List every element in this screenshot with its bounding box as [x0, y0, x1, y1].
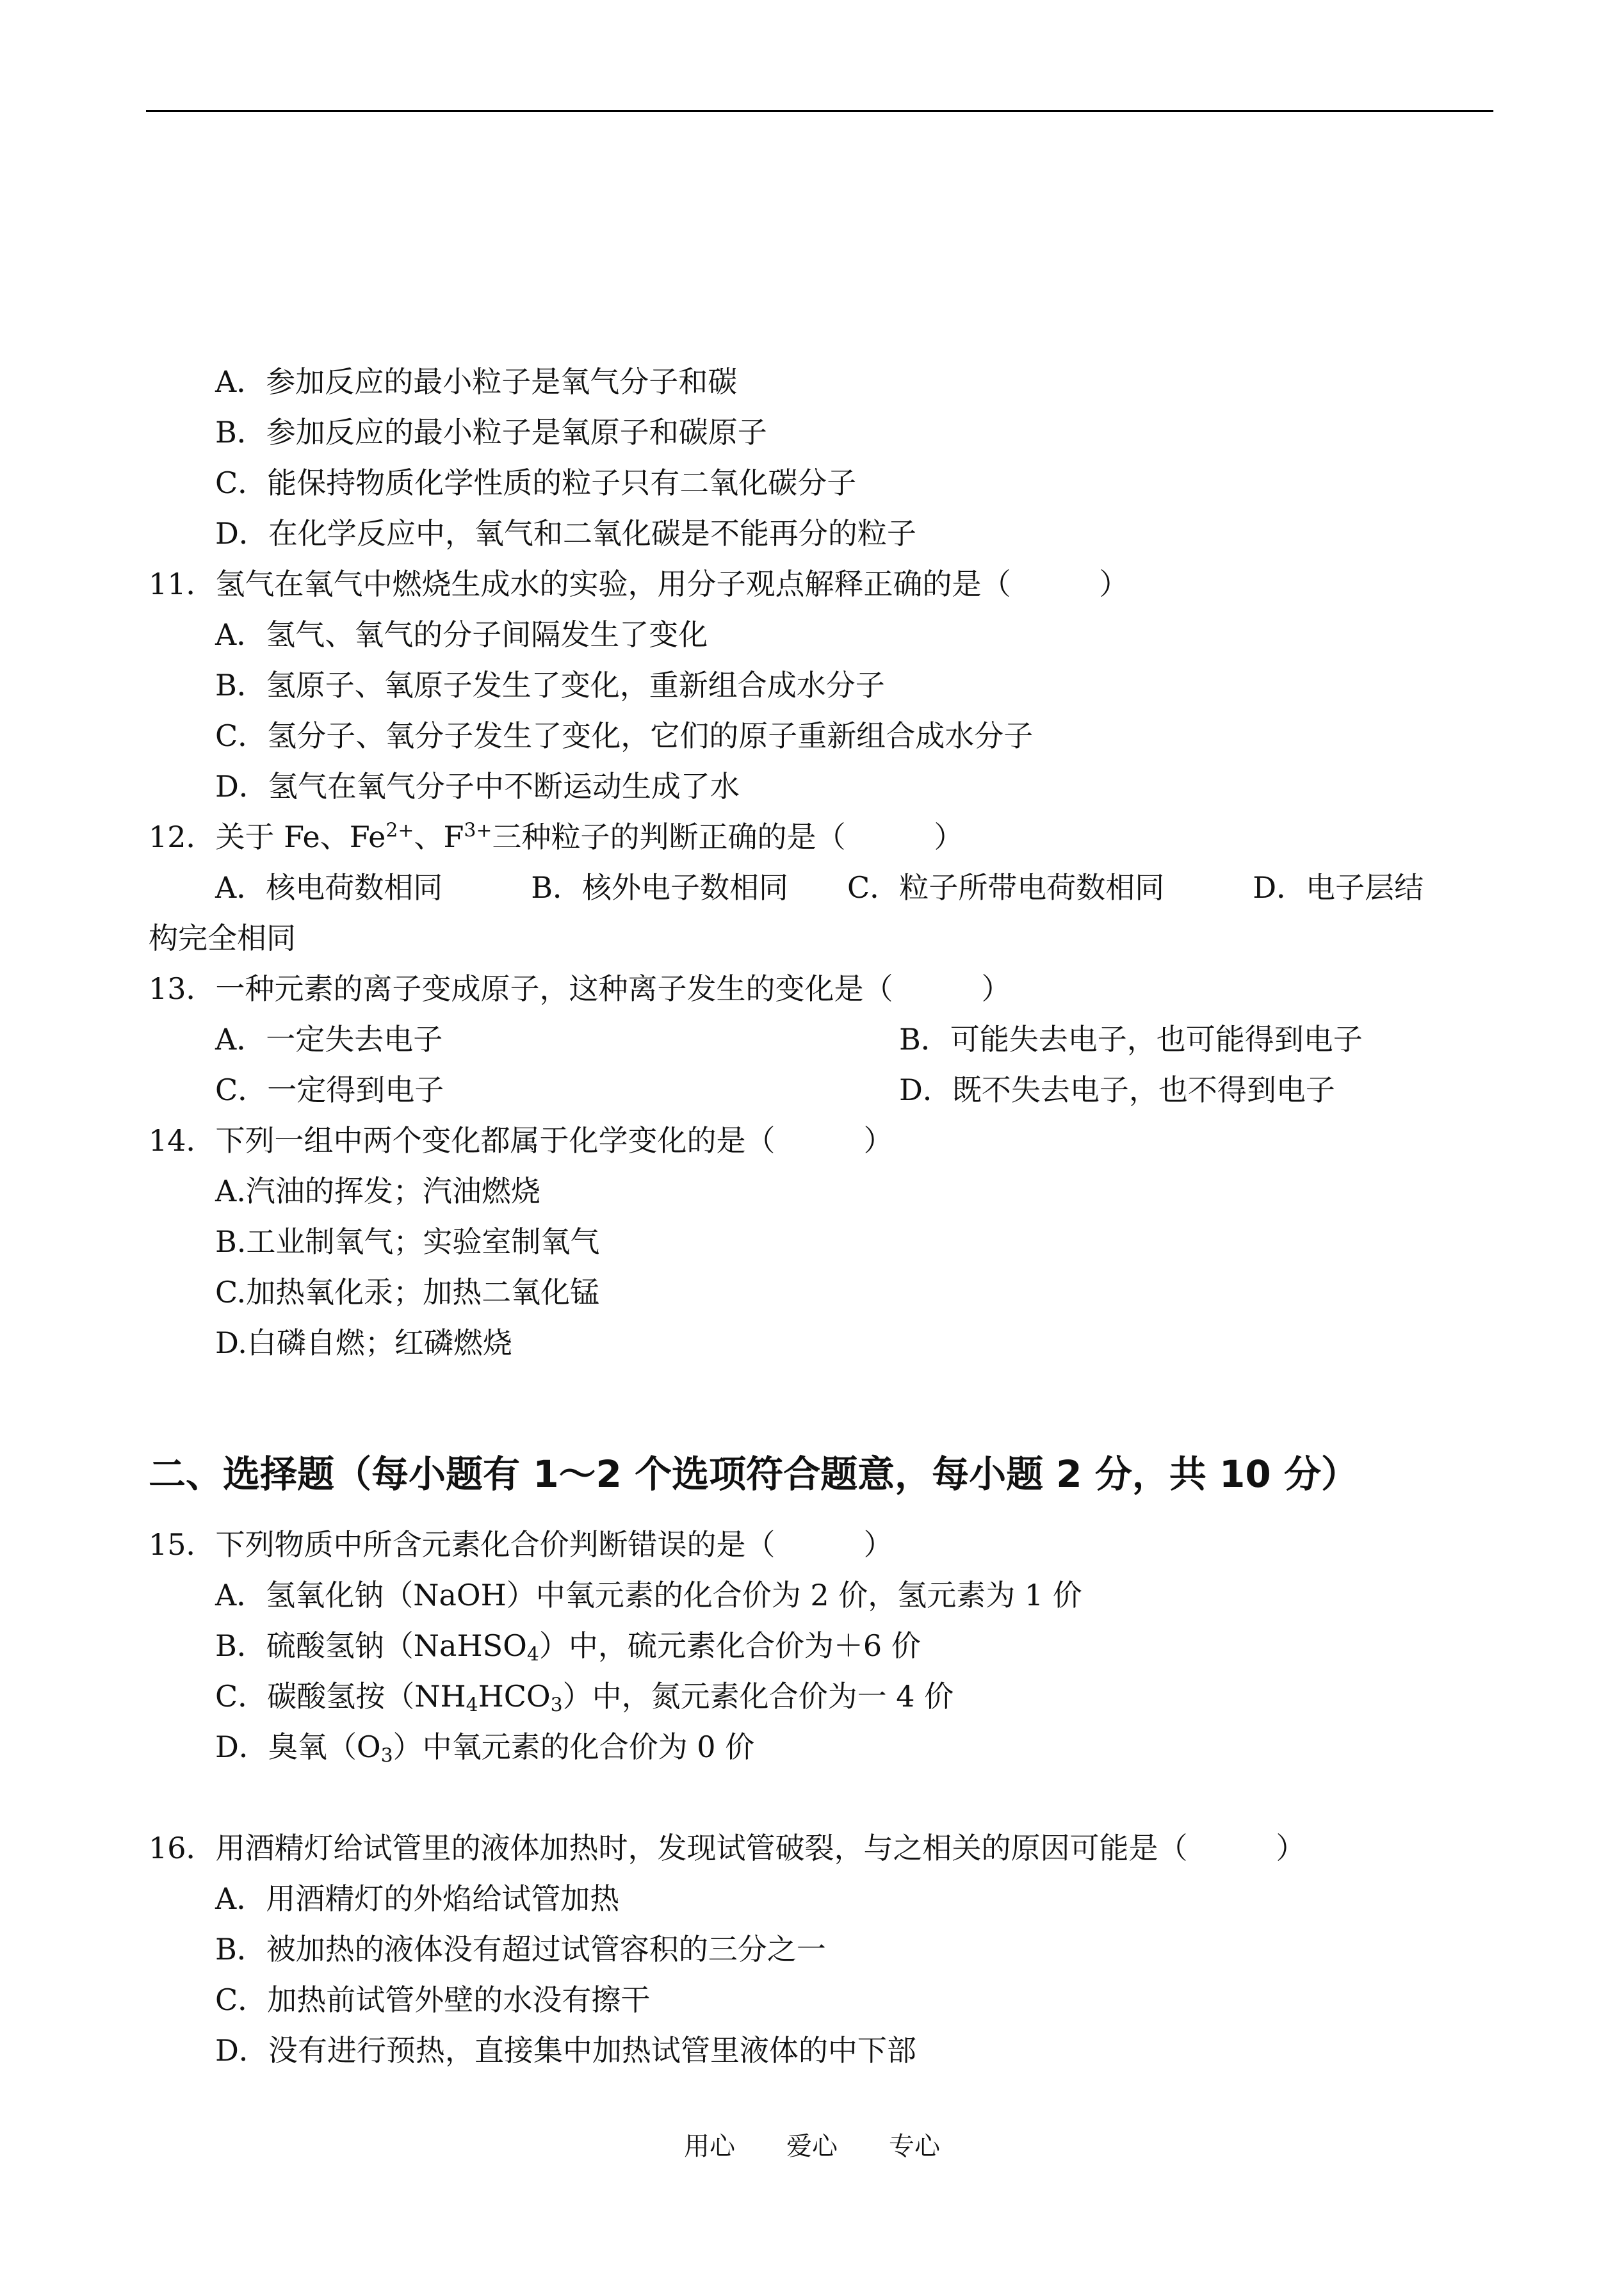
q15-option-b-pre: B．硫酸氢钠（NaHSO: [215, 1628, 527, 1663]
q15-option-b-sub: 4: [526, 1643, 539, 1666]
q10-option-b: B．参加反应的最小粒子是氧原子和碳原子: [215, 415, 767, 450]
q14-option-c: C.加热氧化汞；加热二氧化锰: [215, 1275, 600, 1310]
q16-option-b: B．被加热的液体没有超过试管容积的三分之一: [215, 1932, 826, 1967]
header-rule: [146, 110, 1493, 112]
q12-charge-f: 3+: [464, 819, 492, 842]
q15-option-d-post: ）中氧元素的化合价为 0 价: [393, 1730, 755, 1764]
q11-option-a: A．氢气、氧气的分子间隔发生了变化: [215, 617, 708, 652]
q15-option-d-sub: 3: [380, 1744, 393, 1767]
q10-option-c: C．能保持物质化学性质的粒子只有二氧化碳分子: [215, 466, 857, 500]
q12-stem-suffix: 三种粒子的判断正确的是（ ）: [492, 820, 964, 854]
q12-stem-prefix: 12．关于 Fe、Fe: [149, 820, 386, 854]
q13-option-d: D．既不失去电子，也不得到电子: [899, 1073, 1335, 1107]
q15-option-c-pre: C．碳酸氢按（NH: [215, 1679, 466, 1714]
q10-option-a: A．参加反应的最小粒子是氧气分子和碳: [215, 364, 738, 399]
q15-option-d-pre: D．臭氧（O: [215, 1730, 381, 1764]
q13-option-a: A．一定失去电子: [215, 1022, 443, 1057]
q10-option-d: D．在化学反应中，氧气和二氧化碳是不能再分的粒子: [215, 516, 916, 551]
q12-options-wrap: 构完全相同: [149, 921, 296, 955]
q13-option-c: C．一定得到电子: [215, 1073, 444, 1107]
q11-option-d: D．氢气在氧气分子中不断运动生成了水: [215, 769, 740, 804]
q11-option-c: C．氢分子、氧分子发生了变化，它们的原子重新组合成水分子: [215, 718, 1034, 753]
q16-option-c: C．加热前试管外壁的水没有擦干: [215, 1983, 651, 2017]
q15-stem: 15．下列物质中所含元素化合价判断错误的是（ ）: [149, 1527, 893, 1562]
q12-options: A．核电荷数相同 B．核外电子数相同 C．粒子所带电荷数相同 D．电子层结: [215, 870, 1424, 905]
q15-option-b-post: ）中，硫元素化合价为＋6 价: [539, 1628, 921, 1663]
q15-option-a: A．氢氧化钠（NaOH）中氧元素的化合价为 2 价，氢元素为 1 价: [215, 1578, 1082, 1612]
q14-stem: 14．下列一组中两个变化都属于化学变化的是（ ）: [149, 1123, 893, 1158]
q13-option-b: B．可能失去电子，也可能得到电子: [899, 1022, 1363, 1057]
q15-option-d: [215, 1728, 754, 1766]
q16-option-a: A．用酒精灯的外焰给试管加热: [215, 1881, 620, 1916]
q15-option-c-sub1: 4: [466, 1694, 478, 1717]
q16-stem: 16．用酒精灯给试管里的液体加热时，发现试管破裂，与之相关的原因可能是（ ）: [149, 1831, 1306, 1865]
q15-option-b: [215, 1626, 921, 1665]
q14-option-b: B.工业制氧气；实验室制氧气: [215, 1224, 600, 1259]
section-heading: 二、选择题（每小题有 1～2 个选项符合题意，每小题 2 分，共 10 分）: [149, 1452, 1358, 1496]
q15-option-c-mid: HCO: [478, 1679, 551, 1714]
q12-stem-mid: 、F: [414, 820, 464, 854]
q14-option-d: D.白磷自燃；红磷燃烧: [215, 1326, 512, 1360]
q15-option-c: [215, 1677, 954, 1715]
q13-stem: 13．一种元素的离子变成原子，这种离子发生的变化是（ ）: [149, 971, 1011, 1006]
q12-charge-fe: 2+: [386, 819, 414, 842]
q14-option-a: A.汽油的挥发；汽油燃烧: [215, 1174, 540, 1208]
q16-option-d: D．没有进行预热，直接集中加热试管里液体的中下部: [215, 2033, 916, 2068]
q12-stem: [149, 818, 963, 856]
q11-stem: 11．氢气在氧气中燃烧生成水的实验，用分子观点解释正确的是（ ）: [149, 567, 1129, 601]
q11-option-b: B．氢原子、氧原子发生了变化，重新组合成水分子: [215, 668, 885, 702]
q15-option-c-sub2: 3: [550, 1694, 563, 1717]
q15-option-c-post: ）中，氮元素化合价为一 4 价: [562, 1679, 954, 1714]
page-footer: 用心 爱心 专心: [684, 2132, 940, 2161]
